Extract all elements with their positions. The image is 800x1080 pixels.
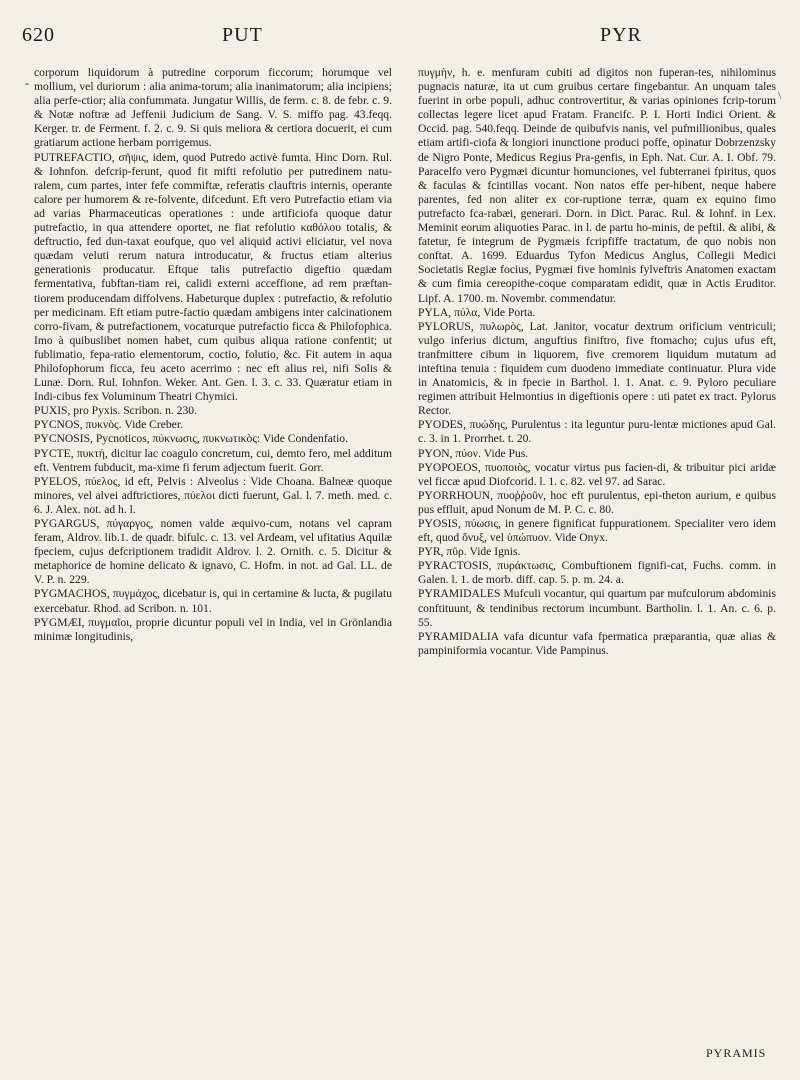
entry-paragraph: PYGMACHOS, πυγμάχος, dicebatur is, qui in certamine & lucta, & pugilatu exercebatur. Rhod. ad Scribon. n. 101.: [34, 587, 392, 615]
page-number: 620: [22, 24, 55, 46]
entry-paragraph: PYELOS, πύελος, id eft, Pelvis : Alveolus : Vide Choana. Balneæ quoque minores, vel alvei adftrictiores, πύελοι dicti fuerunt, Gal. l. 7. meth. med. c. 6. J. Alex. not. ad h. l.: [34, 474, 392, 516]
entry-paragraph: PYODES, πυώδης, Purulentus : ita leguntur puru-lentæ mictiones apud Gal. c. 3. in 1. Prorrhet. t. 20.: [418, 418, 776, 446]
entry-paragraph: PYOSIS, πύωσις, in genere fignificat fuppurationem. Specialiter vero idem eft, quod ὄνυξ, vel ὑπώπυον. Vide Onyx.: [418, 517, 776, 545]
entry-paragraph: PYON, πύον. Vide Pus.: [418, 446, 529, 460]
entry-paragraph: PUXIS, pro Pyxis. Scribon. n. 230.: [34, 404, 197, 418]
entry-paragraph: PYRAMIDALIA vafa dicuntur vafa fpermatica præparantia, quæ alias & pampiniformia vocantur. Vide Pampinus.: [418, 629, 776, 657]
margin-mark-right: \: [778, 88, 782, 102]
entry-paragraph: PYLORUS, πυλωρὸς, Lat. Janitor, vocatur dextrum orificium ventriculi; vulgo inferius dictum, anguftius finiftro, five ftomacho; cujus ufus eft, tranfmittere cibum in liquorem, five cremorem liquidum mutatum ad inteftina tenuia : fiquidem cum duodeno immediate continuatur. Plura vide in Anatomicis, & in fpecie in Barthol. l. 1. Anat. c. 9. Pyloro peculiare regimen attribuit Helmontius in digeftionis opere : uti patet ex tract. Pylorus Rector.: [418, 319, 776, 418]
entry-paragraph: PYRAMIDALES Mufculi vocantur, qui quartum par mufculorum abdominis conftituunt, & tendinibus rectorum incumbunt. Bartholin. l. 1. An. c. 6. p. 55.: [418, 587, 776, 629]
entry-paragraph: PYGMÆI, πυγμαῖοι, proprie dicuntur populi vel in India, vel in Grönlandia minimæ longitudinis,: [34, 615, 392, 643]
catchword: PYRAMIS: [706, 1046, 767, 1060]
entry-paragraph: PYRACTOSIS, πυράκτωσις, Combuftionem fignifi-cat, Fuchs. comm. in Galen. l. 1. de morb. diff. cap. 5. p. m. 24. a.: [418, 559, 776, 587]
entry-paragraph: PYORRHOUN, πυοῤῥοῦν, hoc eft purulentus, epi-theton aurium, e quibus pus effluit, apud Nonum de M. P. C. c. 80.: [418, 488, 776, 516]
page-header: [22, 24, 778, 54]
margin-mark: -: [25, 76, 29, 90]
running-head-right: PYR: [600, 24, 642, 46]
left-column: [34, 66, 392, 644]
entry-paragraph: PYCNOSIS, Pycnoticos, πύκνωσις, πυκνωτικὸς: Vide Condenfatio.: [34, 432, 348, 446]
entry-paragraph: PYLA, πύλα, Vide Porta.: [418, 305, 536, 319]
entry-paragraph: PYR, πῦρ. Vide Ignis.: [418, 545, 521, 559]
entry-paragraph: PYCTE, πυκτή, dicitur lac coagulo concretum, cui, demto fero, mel additum eft. Ventrem fubducit, ma-xime fi ferum adjectum fuerit. Gorr.: [34, 446, 392, 474]
entry-paragraph: PYCNOS, πυκνὸς. Vide Creber.: [34, 418, 183, 432]
running-head-left: PUT: [222, 24, 263, 46]
entry-paragraph: πυγμὴν, h. e. menfuram cubiti ad digitos non fuperan-tes, nihilominus pugnacis naturæ, ita ut cum gruibus certare fingebantur. An unquam tales fuerint in orbe populi, adhuc controvertitur, & varias opiniones fcrip-torum collectas legere licet apud Fratam. Francifc. P. I. Horti Indici Orient. & Occid. pag. 540.feqq. Deinde de quibufvis nanis, vel pufmillionibus, quales etiam artifi-ciofa & longiori inunctione produci poffe, opinatur Dobrzenzsky de Nigro Ponte, Medicus Regius Pra-genfis, in Eph. Nat. Cur. A. I. Obf. 79. Paracelfo vero Pygmæi dicuntur homunciones, vel fubterranei fpiritus, quos & faculas & fcintillas vocant. Non natos effe per-hibent, neque habere parentes, fed non aliter ex cor-ruptione terræ, quam ex equino fimo putrefacto fca-rabæi, generari. Dorn. in Dict. Parac. Rul. & Iohnf. in Lex. Meminit eorum aliquoties Parac. in l. de partu ho-minis, de peftil. & alibi, & fatetur, fe integrum de Pygmæis fcripfiffe tractatum, de quo nobis non conftat. A. 1699. Eduardus Tyfon Medicus Anglus, Collegii Medici Societatis Regiæ focius, Pygmæi five hominis fylveftris Anatomen exactam & cum fimia cereopithe-coque comparatam edidit, quæ in Actis Eruditor. Lipf. A. 1700. m. Novembr. commendatur.: [418, 66, 776, 305]
entry-paragraph: corporum liquidorum à putredine corporum ficcorum; horumque vel mollium, vel duriorum : alia anima-torum; alia inanimatorum; alia incipiens; alia perfe-ctior; alia confummata. Jungatur Willis, de ferm. c. 8. de febr. c. 9. & Notæ noftræ ad Jeffenii Judicium de Sang. V. S. miffo pag. 43.feqq. Kerger. tr. de Ferment. f. 2. c. 9. Si quis meliora & certiora docuerit, ei cum gratiarum actione herbam porrigemus.: [34, 66, 392, 150]
entry-paragraph: PYOPOEOS, πυοποιὸς, vocatur virtus pus facien-di, & tribuitur pici aridæ vel ficcæ apud Diofcorid. l. 1. c. 82. vel 97. ad Sarac.: [418, 460, 776, 488]
entry-paragraph: PYGARGUS, πύγαργος, nomen valde æquivo-cum, notans vel capram feram, Aldrov. lib.1. de quadr. bifulc. c. 13. vel Ardeam, vel ufitatius Aquilæ fpeciem, cujus defcriptionem tradidit Aldrov. l. 2. Ornith. c. 5. Dicitur & metaphorice de homine delicato & ignavo, C. Hofm. in not. ad Gal. LL. de V. P. n. 229.: [34, 517, 392, 587]
entry-paragraph: PUTREFACTIO, σῆψις, idem, quod Putredo activè fumta. Hinc Dorn. Rul. & Iohnfon. defcrip-ferunt, quod fit mifti refolutio per putredinem natu-ralem, cum partes, inter fefe commiftæ, referatis clauftris internis, operante calore per humorem & re-folvente, difcedunt. Eft vero Putrefactio etiam via ad varias Pharmaceuticas operationes : unde artificiofa quoque datur putrefactio, in qua attendere oportet, ne fiat refolutio καθόλου totalis, & deftructio, fed dun-taxat eoufque, quo vel aliquid activi eliciatur, vel nova quædam veluti rerum natura introducatur, & fructus etiam alterius generationis producatur. Eftque talis putrefactio digeftio quædam fermentativa, fubftan-tiam rei, calidi externi acceffione, ad rem præftan-tiorem producendam diffolvens. Habeturque duplex : putrefactio, & refolutio per medicinam. Eft etiam putre-factio quædam ambigens inter calcinationem corro-fivam, & putrefactionem, vocaturque putrefactio ficca & Philofophica. Imo à quibuslibet nomen habet, cum quibus aliqua ratione confentit; ut fublimatio, fepa-ratio elementorum, coctio, folutio, &c. Fit autem in aqua Philofophorum ficca, feu aceto acerrimo : nec eft alius rei, nifi Solis & Lunæ. Dorn. Rul. Iohnfon. Weker. Ant. Gen. l. 3. c. 33. Quæratur etiam in Indi-cibus fex Voluminum Theatri Chymici.: [34, 150, 392, 404]
right-column: [418, 66, 776, 658]
